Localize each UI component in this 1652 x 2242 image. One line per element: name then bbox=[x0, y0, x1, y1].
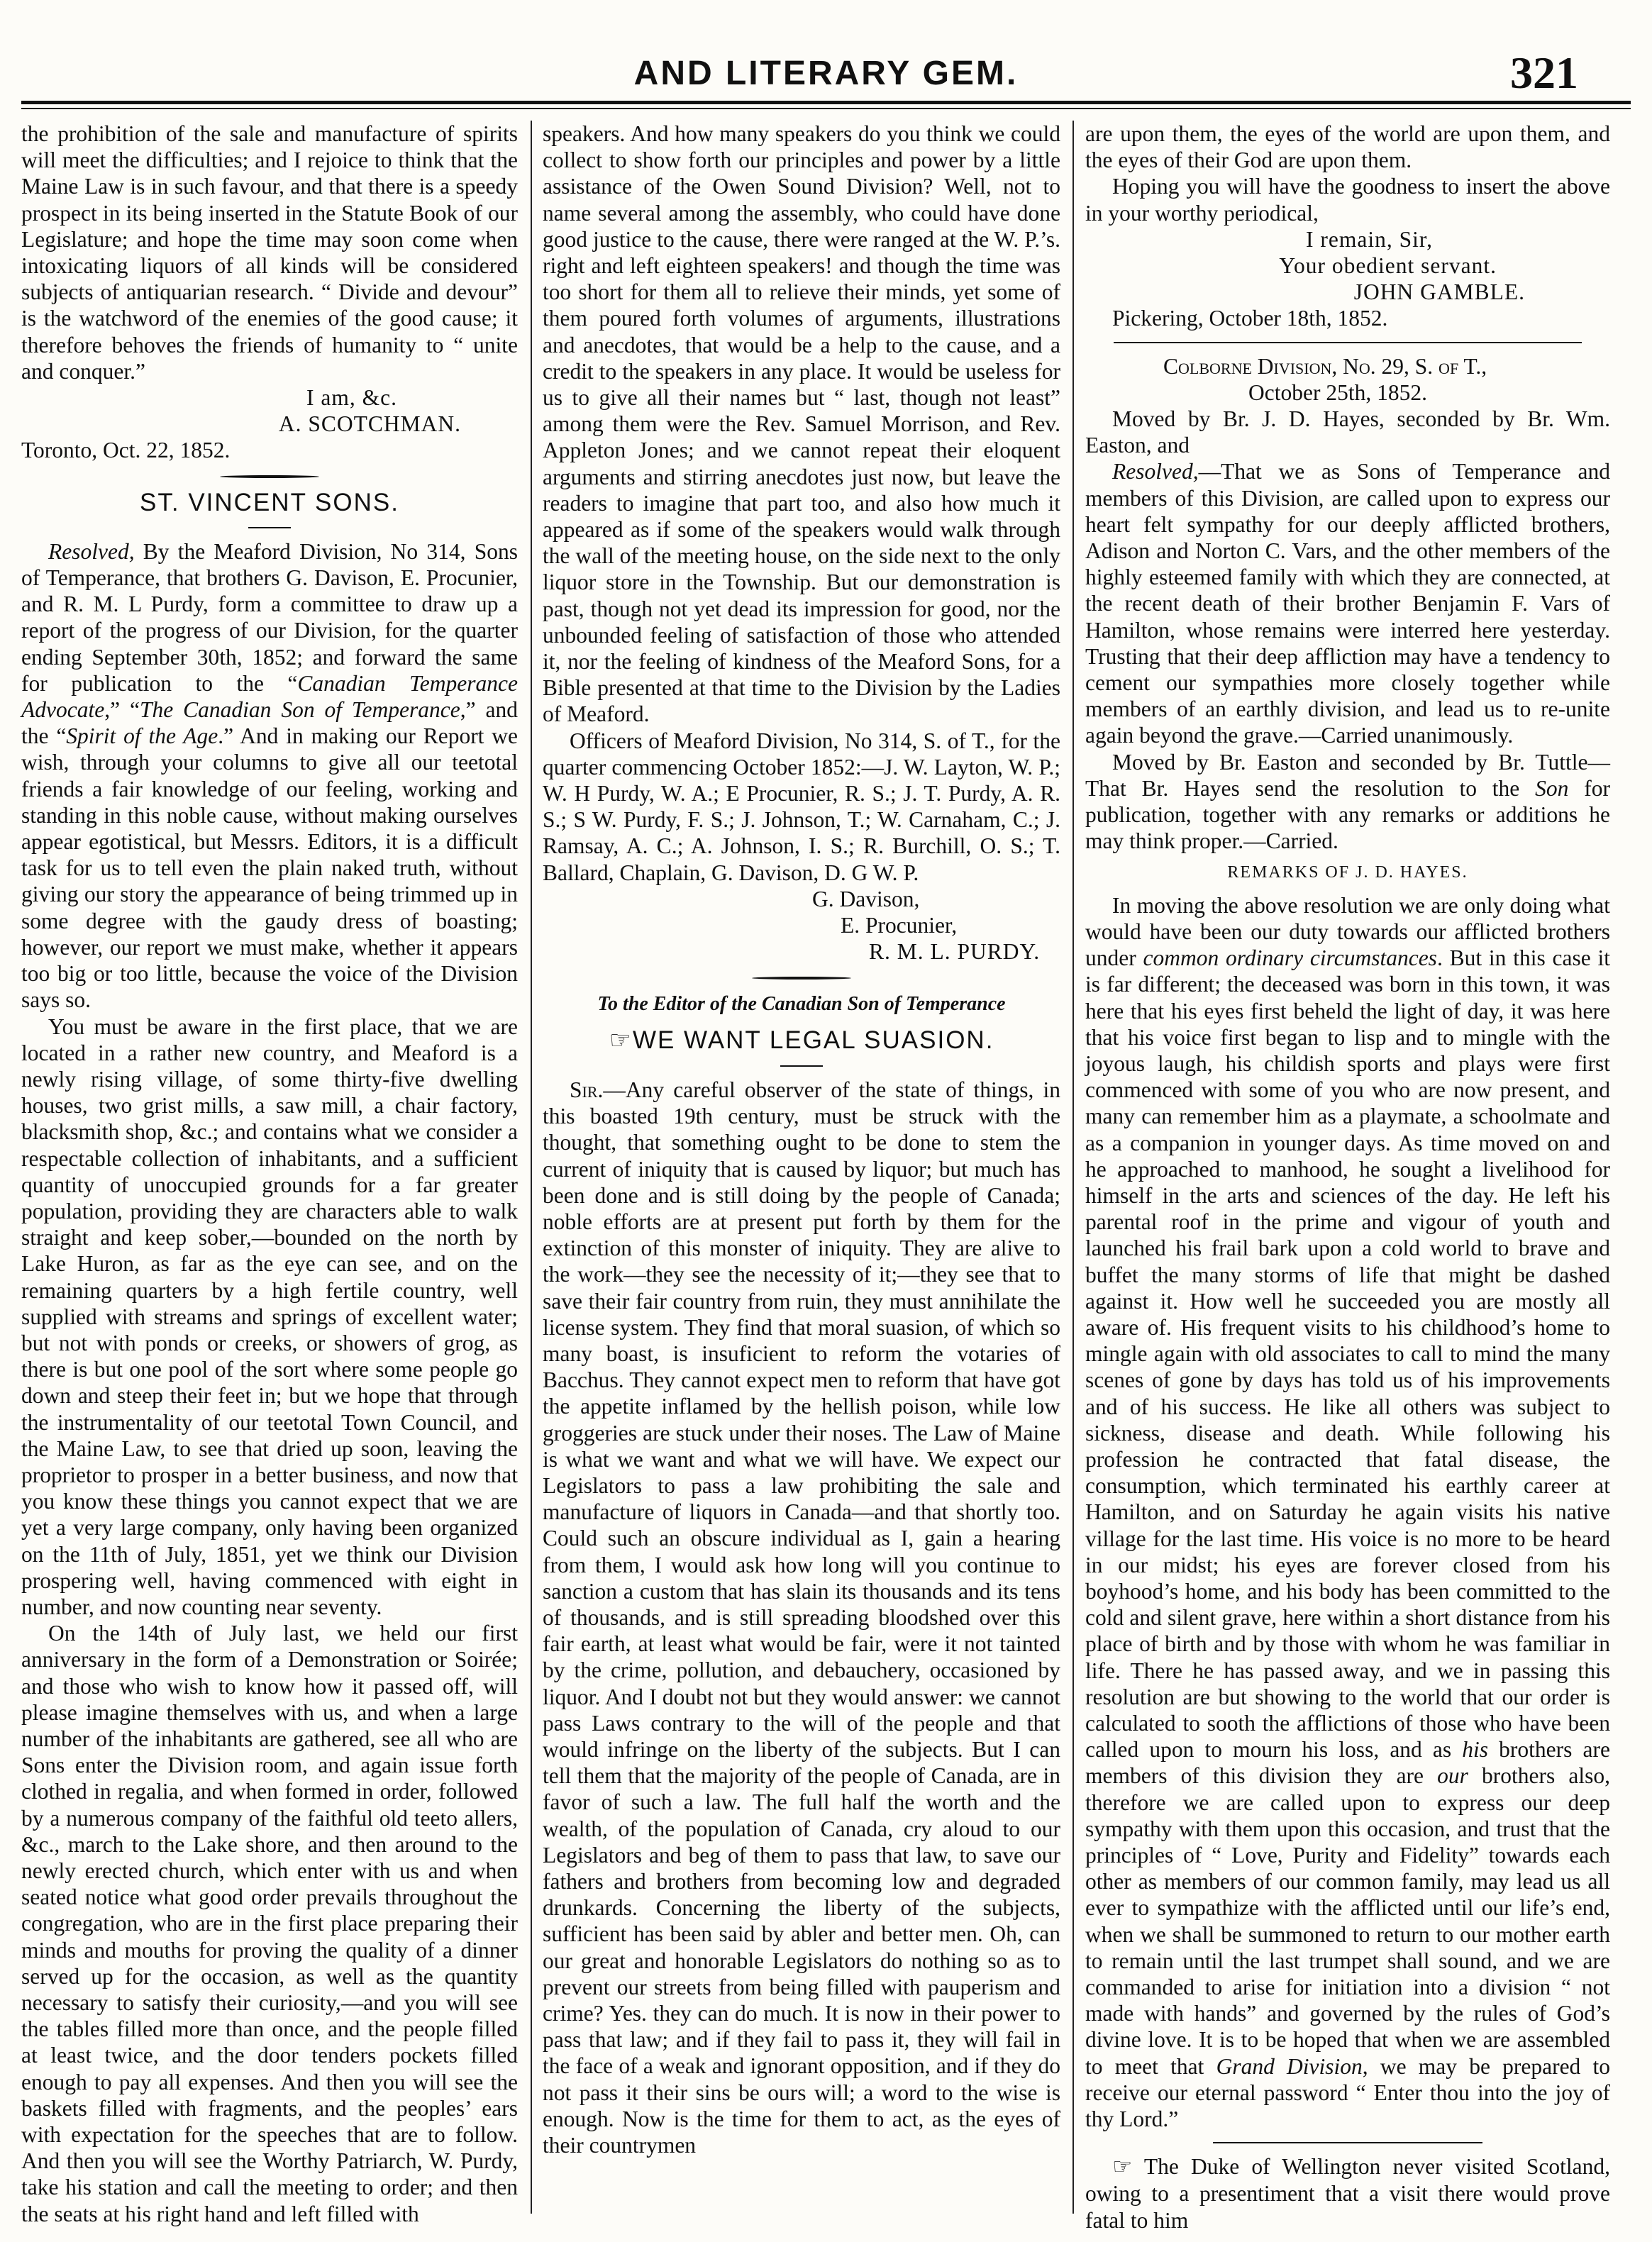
publication-title: Spirit of the Age bbox=[66, 723, 218, 749]
letter-text: —Any careful observer of the state of things, in this boasted 19th century, must be struck with the thought, that something ought to be done to stem the current of iniquity that is caused by liquor; but much has been done and is still doing by the people of Canada; noble efforts are at present put forth by them for the extinction of this monster of iniquity. They are alive to the work—they see the necessity of it;—they see that to save their fair country from ruin, they must annihilate the license system. They find that moral suasion, of which so many boast, is insuficient to reform the votaries of Bacchus. They cannot expect men to reform that have got the appetite inflamed by the hellish poison, while low groggeries are stuck under their noses. The Law of Maine is what we want and what we will have. We expect our Legislators to pass a law prohibiting the sale and manufacture of liquors in Canada—and that shortly too. Could such an obscure individual as I, gain a hearing from them, I would ask how long will you continue to sanction a custom that has slain its thousands and its tens of thousands, and is still spreading bloodshed over this fair earth, at least what would be fair, were it not tainted by the crime, pollution, and debauchery, occasioned by liquor. And I doubt not but they would answer: we cannot pass Laws contrary to the will of the people and that would infringe on the liberty of the subjects. But I can tell them that the majority of the people of Canada, are in favor of such a law. The full half the worth and the wealth, of the population of Canada, cry aloud to our Legislators and beg of them to pass that law, to save our fathers and brothers from becoming low and degraded drunkards. Concerning the liberty of the subjects, sufficient has been said by abler and better men. Oh, can our great and honorable Legislators do nothing so as to prevent our streets from being filled with pauperism and crime? Yes. they can do much. It is now in their power to pass that law; and if they fail to pass it, they will fail in the face of a weak and ignorant opposition, and if they do not pass it their sins be ours will; a word to the wise is enough. Now is the time for them to act, as the eyes of their countrymen bbox=[543, 1077, 1060, 2158]
officers-list: Officers of Meaford Division, No 314, S. of T., for the quarter commencing October 1852:—J. W. Layton, W. P.; W. H Purdy, W. A.; E Procunier, R. S.; J. T. Purdy, A. R. S.; S W. Purdy, F. S.; J. Johnson, T.; W. Carnaham, C.; J. Ramsay, A. C.; A. Johnson, I. S.; R. Burchill, O. S.; T. Ballard, Chaplain, G. Davison, D. G W. P. bbox=[543, 728, 1060, 885]
resolution-text: ,” and the “ bbox=[21, 697, 518, 749]
publication-title: Son bbox=[1535, 775, 1569, 801]
remarks-emphasis: his bbox=[1462, 1737, 1489, 1763]
resolution-text: By the Meaford Division, No 314, Sons of Temperance, that brothers G. Davison, E. Procunier, and R. M. L Purdy, form a committee to draw up a report of the progress of our Division, for the quarter ending September 30th, 1852; and forward the same for publication to the “ bbox=[21, 538, 518, 696]
committee-signature: G. Davison, bbox=[812, 886, 920, 911]
heading-rule bbox=[780, 1065, 823, 1067]
resolved-lead: Resolved, bbox=[1112, 459, 1199, 484]
remarks-paragraph bbox=[1085, 892, 1610, 2133]
remarks-emphasis: Grand Division bbox=[1216, 2053, 1363, 2079]
salutation: Sir. bbox=[570, 1077, 604, 1102]
header-rule bbox=[21, 101, 1631, 104]
letter-conclusion: the prohibition of the sale and manufacture of spirits will meet the difficulties; and I rejoice to think that the Maine Law is in such favour, and that there is a speedy prospect in its being inserted in the Statute Book of our Legislature; and hope the time may soon come when intoxicating liquors of all kinds will be considered subjects of antiquarian research. “ Divide and devour” is the watchword of the enemies of the good cause; it therefore behoves the friends of humanity to “ unite and conquer.” bbox=[21, 121, 518, 384]
motion-paragraph bbox=[1085, 749, 1610, 855]
column-2 bbox=[543, 121, 1060, 2214]
running-title: AND LITERARY GEM. bbox=[633, 55, 1019, 92]
section-divider bbox=[1213, 2142, 1482, 2143]
letter-place-date: Toronto, Oct. 22, 1852. bbox=[21, 438, 231, 463]
body-paragraph: speakers. And how many speakers do you think we could collect to show forth our principles and power by a little assistance of the Owen Sound Division? Well, not to name several among the assembly, who could have done good justice to the cause, there were ranged at the W. P.’s. right and left eighteen speakers! and though the time was too short for them all to relieve their minds, yet some of them poured forth volumes of arguments, illustrations and anecdotes, that would be a help to the cause, and a credit to the speakers in any place. It would be useless for us to give all their names but “ last, though not least” among them were the Rev. Samuel Morrison, and Rev. Appleton Jones; and we cannot repeat their eloquent arguments and stirring anecdotes just now, but leave the readers to imagine that part too, and also how much it appeared as if some of the speakers would walk through the wall of the meeting house, on the side next to the only liquor store in the Township. But our demonstration is past, though not yet dead its impression for good, nor the unbounded feeling of satisfaction of those who attended it, nor the feeling of kindness of the Meaford Sons, for a Bible presented at that time to the Division by the Ladies of Meaford. bbox=[543, 121, 1060, 727]
letter-closing: Your obedient servant. bbox=[1279, 253, 1497, 279]
body-paragraph: Hoping you will have the goodness to insert the above in your worthy periodical, bbox=[1085, 174, 1610, 226]
letter-closing: I remain, Sir, bbox=[1306, 226, 1433, 252]
body-paragraph: You must be aware in the first place, that we are located in a rather new country, and Meaford is a newly rising village, of some thirty-five dwelling houses, two grist mills, a saw mill, a chair factory, blacksmith shop, &c.; and contains what we consider a respectable collection of inhabitants, and a sufficient quantity of unoccupied grounds for a far greater population, providing they are characters able to walk straight and keep sober,—bounded on the north by Lake Huron, as far as the eye can see, and on the remaining quarters by a high fertile country, well supplied with streams and springs of excellent water; but not with ponds or creeks, or showers of grog, as there is but one pool of the sort where some people go down and steep their feet in; but we hope that through the instrumentality of our teetotal Town Council, and the Maine Law, to see that dried up soon, leaving the proprietor to prosper in a better business, and now that you know these things you cannot expect that we are yet a very large company, only having been organized on the 11th of July, 1851, yet we think our Division prospering well, having commenced with eight in number, and now counting near seventy. bbox=[21, 1014, 518, 1619]
motion-text: Moved by Br. Easton and seconded by Br. Tuttle— That Br. Hayes send the resolution to the bbox=[1085, 749, 1610, 801]
division-dateline: Colborne Division, No. 29, S. of T., bbox=[1163, 353, 1487, 379]
committee-signature: E. Procunier, bbox=[841, 913, 958, 938]
body-paragraph: On the 14th of July last, we held our first anniversary in the form of a Demonstration or Soirée; and those who wish to know how it passed off, will please imagine themselves with us, and when a large number of the inhabitants are gathered, see all who are Sons enter the Division room, and again issue forth clothed in regalia, and when formed in order, followed by a numerous company of the faithful old teeto allers, &c., march to the Lake shore, and then around to the newly erected church, which enter with us and when seated notice what good order prevails throughout the congregation, who are in the first place preparing their minds and mouths for proving the quality of a dinner served up for the occasion, as well as the quantity necessary to satisfy their curiosity,—and you will see the tables filled more than once, and the people filled at least twice, and the door tenders pockets filled enough to pay all expenses. And then you will see the baskets filled with fragments, and the peoples’ ears with expectation for the speeches that are to follow. And then you will see the Worthy Patriarch, W. Purdy, take his station and call the meeting to order; and then the seats at his right hand and left filled with bbox=[21, 1621, 518, 2226]
news-note-text: The Duke of Wellington never visited Scotland, owing to a presentiment that a visit there would prove fatal to him bbox=[1085, 2154, 1610, 2233]
column-3 bbox=[1085, 121, 1611, 2233]
motion-text: for publication, together with any remarks or additions he may think proper.—Carried. bbox=[1085, 775, 1610, 854]
resolution-text: .” And in making our Report we wish, through your columns to give all our teetotal friends a fair knowledge of our feeling, working and standing in this noble cause, without making ourselves appear egotistical, but Messrs. Editors, it is a difficult task for us to tell even the plain naked truth, without giving our story the appearance of being trimmed up in some degree with the gaudy dress of boasting; however, our report we must make, whether it appears too big or too little, because the voice of the Division says so. bbox=[21, 723, 518, 1013]
motion-paragraph: Moved by Br. J. D. Hayes, seconded by Br. Wm. Easton, and bbox=[1085, 406, 1610, 458]
column-divider bbox=[531, 121, 532, 2214]
committee-signature: R. M. L. PURDY. bbox=[869, 939, 1041, 965]
remarks-text: In moving the above resolution we are only doing what would have been our duty towards our afflicted brothers under bbox=[1085, 892, 1610, 971]
resolved-lead: Resolved, bbox=[48, 538, 135, 564]
resolution-paragraph bbox=[1085, 458, 1610, 748]
article-heading bbox=[543, 1027, 1060, 1054]
news-note bbox=[1085, 2153, 1610, 2233]
pointing-hand-icon: ☞ bbox=[609, 1026, 633, 1055]
letter-closing: I am, &c. bbox=[306, 385, 397, 411]
column-divider bbox=[1072, 121, 1074, 2214]
remarks-emphasis: common ordinary circumstances bbox=[1143, 945, 1437, 971]
resolution-paragraph bbox=[21, 538, 518, 1014]
remarks-text: brothers are members of this division they are bbox=[1085, 1737, 1610, 1789]
resolution-text: ,” “ bbox=[104, 697, 140, 723]
body-paragraph: are upon them, the eyes of the world are upon them, and the eyes of their God are upon them. bbox=[1085, 121, 1610, 173]
publication-title: Canadian Temperance Advocate bbox=[21, 670, 518, 723]
resolution-text: —That we as Sons of Temperance and members of this Division, are called upon to express our heart felt sympathy for our deeply afflicted brothers, Adison and Norton C. Vars, and the other members of the highly esteemed family with which they are connected, at the recent death of their brother Benjamin F. Vars of Hamilton, whose remains were interred here yesterday. Trusting that their deep affliction may have a tendency to cement our sympathies more closely together while members of an earthly division, and lead us to re-unite again beyond the grave.—Carried unanimously. bbox=[1085, 459, 1610, 748]
remarks-text: . But in this case it is far different; the deceased was born in this town, it was here that his eyes first beheld the light of day, it was here that his voice first began to lisp and to mingle with the joyous laugh, his childish sports and plays were first commenced with some of you who are now present, and many can remember him as a playmate, a schoolmate and as a companion in younger days. As time moved on and he approached to manhood, he sought a livelihood for himself in the arts and sciences of the day. He left his parental roof in the prime and vigour of youth and launched his frail bark upon a cold world to brave and buffet the many storms of life that might be dashed against it. How well he succeeded you are mostly all aware of. His frequent visits to his childhood’s home to mingle again with old associates to call to mind the many scenes of gone by days has told us of his improvements and of his success. He like all others was subject to sickness, disease and death. While following his profession he contracted that fatal disease, the consumption, which terminated his earthly career at Hamilton, and on Saturday he again visits his native village for the last time. His voice is no more to be heard in our midst; his eyes are forever closed from his boyhood’s home, and his body has been committed to the cold and silent grave, here within a short distance from his place of birth and by those with whom he was familiar in life. There he has passed away, and we in passing this resolution are but showing to the world that our order is calculated to sooth the afflictions of those who have been called upon to mourn his loss, and as bbox=[1085, 945, 1610, 1763]
letter-signature: JOHN GAMBLE. bbox=[1353, 279, 1525, 305]
header-rule-thin bbox=[21, 108, 1631, 109]
letter-place-date: Pickering, October 18th, 1852. bbox=[1112, 306, 1388, 331]
division-dateline: October 25th, 1852. bbox=[1248, 379, 1427, 405]
heading-rule bbox=[248, 527, 291, 528]
remarks-heading: REMARKS OF J. D. HAYES. bbox=[1227, 863, 1468, 882]
pointing-hand-icon: ☞ bbox=[1112, 2154, 1133, 2180]
page-header bbox=[0, 28, 1652, 106]
page-number: 321 bbox=[1510, 48, 1578, 98]
remarks-text: brothers also, therefore we are called upon to express our deep sympathy with them upon this occasion, and trust that the principles of “ Love, Purity and Fidelity” towards each other as members of our common family, may lead us all ever to sympathize with the afflicted until our life’s end, when we shall be summoned to return to our mother earth to remain until the last trumpet shall sound, and we are commanded to arise for initiation into a division “ not made with hands” and governed by the rules of God’s divine love. It is to be hoped that when we are assembled to meet that bbox=[1085, 1763, 1611, 2079]
section-divider bbox=[752, 977, 851, 980]
column-1 bbox=[21, 121, 518, 2226]
section-divider bbox=[1114, 342, 1582, 343]
remarks-emphasis: our bbox=[1437, 1763, 1468, 1789]
letter-body bbox=[543, 1077, 1060, 2158]
editor-address: To the Editor of the Canadian Son of Temperance bbox=[597, 992, 1006, 1015]
article-heading: ST. VINCENT SONS. bbox=[140, 488, 399, 516]
section-divider bbox=[220, 475, 319, 478]
remarks-text: , we may be prepared to receive our eternal password “ Enter thou into the joy of thy Lord.” bbox=[1085, 2053, 1611, 2132]
article-heading-text: WE WANT LEGAL SUASION. bbox=[632, 1026, 994, 1054]
publication-title: The Canadian Son of Temperance bbox=[139, 697, 460, 723]
letter-signature: A. SCOTCHMAN. bbox=[278, 411, 461, 437]
